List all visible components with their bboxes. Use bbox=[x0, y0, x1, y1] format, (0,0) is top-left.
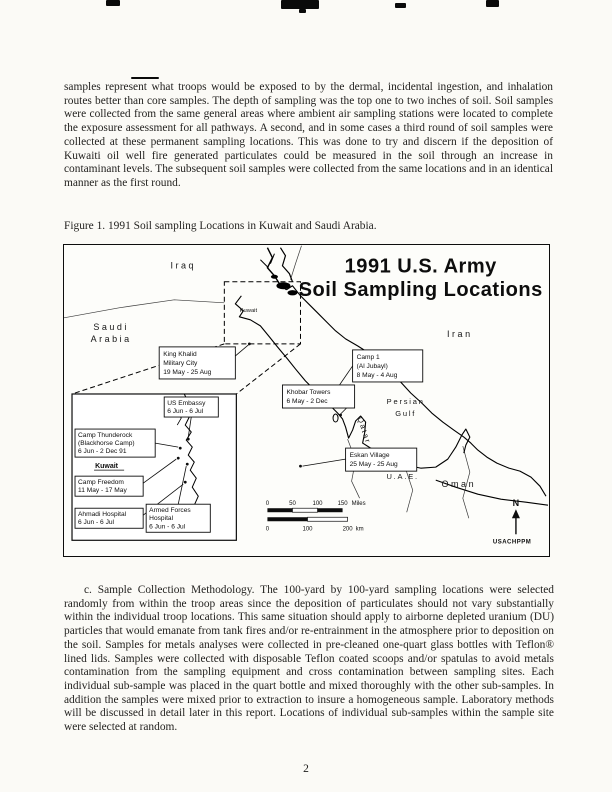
map-credit: USACHPPM bbox=[492, 539, 532, 546]
site-dates: 19 May - 25 Aug bbox=[163, 368, 212, 376]
site-label: King Khalid bbox=[163, 350, 197, 358]
site-box-khobar-towers bbox=[282, 385, 354, 416]
site-label: Military City bbox=[163, 359, 198, 367]
map-svg bbox=[64, 245, 549, 556]
scan-artifact bbox=[106, 0, 120, 6]
site-dates: 6 May - 2 Dec bbox=[286, 398, 328, 406]
label-oman: Oman bbox=[441, 479, 477, 490]
label-qatar: Qatar bbox=[355, 415, 373, 446]
site-dates: 11 May - 17 May bbox=[78, 487, 127, 495]
site-label: Camp Thunderock bbox=[78, 432, 133, 440]
methodology-paragraph: c. Sample Collection Methodology. The 100-yard by 100-yard sampling locations were selected randomly from within the troop areas since the deposition of particulates should not vary substantially within the individual troop locations. This same situation should apply to airborne depleted uranium (DU) particles that would emanate from tank fires and/or re-entrainment in the atmosphere prior to deposition on the soil. Samples for metals analyses were collected in pre-cleaned one-quart glass bottles with Teflon® lined lids. Samples were collected with disposable Teflon coated scoops and/or spatulas to avoid metals contamination from the sampling equipment and cross contamination between sampling sites. Each individual sub-sample was placed in the quart bottle and mixed thoroughly with the other sub-samples. In addition the samples were mixed prior to extraction to insure a homogeneous sample. Laboratory methods will be discussed in detail later in this report. Locations of individual sub-samples within the sample site were selected at random. bbox=[64, 584, 554, 734]
scale-tick: 100 bbox=[302, 526, 313, 533]
site-dates: 6 Jun - 2 Dec 91 bbox=[78, 448, 127, 456]
scan-artifact bbox=[486, 0, 499, 7]
scale-tick: 100 bbox=[312, 501, 323, 508]
site-label: Khobar Towers bbox=[286, 388, 331, 396]
site-box-eskan-village bbox=[299, 448, 417, 471]
site-box-king-khalid bbox=[159, 342, 251, 378]
region-label-iraq: Iraq bbox=[170, 260, 197, 271]
scan-artifact bbox=[281, 0, 319, 9]
site-dates: 6 Jun - 6 Jul bbox=[149, 523, 186, 531]
figure-caption: Figure 1. 1991 Soil sampling Locations in Kuwait and Saudi Arabia. bbox=[64, 220, 377, 232]
site-label: Camp 1 bbox=[356, 353, 380, 361]
map-title-line1: 1991 U.S. Army bbox=[344, 255, 497, 278]
site-dates: 8 May - 4 Aug bbox=[356, 371, 398, 379]
site-dates: 6 Jun - 6 Jul bbox=[167, 408, 204, 416]
bahrain-island bbox=[333, 414, 338, 422]
page-number: 2 bbox=[303, 763, 309, 775]
scan-artifact bbox=[395, 3, 406, 8]
site-label: Hospital bbox=[149, 515, 174, 523]
site-label: Eskan Village bbox=[349, 452, 390, 460]
intro-paragraph: samples represent what troops would be exposed to by the dermal, incidental ingestion, and inhalation routes better than core samples. The depth of sampling was the top one to two inches of soil. Soil samples were collected from the same general areas where ambient air sampling stations were located to complete the exposure assessment for all pathways. A second, and in some cases a third round of soil samples were collected at these permanent sampling locations. This was done to try and discern if the deposition of Kuwaiti oil well fire generated particulates could be measured in the soil through an increase in contaminant levels. The subsequent soil samples were collected from the same locations and in an identical manner as the first round. bbox=[64, 81, 553, 189]
north-label: N bbox=[512, 498, 520, 509]
scan-artifact bbox=[131, 77, 159, 79]
scale-bar bbox=[266, 501, 366, 532]
scan-artifact bbox=[299, 9, 306, 13]
site-label: Armed Forces bbox=[149, 507, 191, 515]
scale-unit-km: km bbox=[355, 526, 364, 533]
site-label: Ahmadi Hospital bbox=[78, 511, 127, 519]
map-title-line2: Soil Sampling Locations bbox=[298, 278, 543, 301]
site-label: (Al Jubayl) bbox=[356, 362, 388, 370]
region-label-arabia: Arabia bbox=[90, 333, 132, 344]
label-gulf: Gulf bbox=[395, 409, 417, 419]
site-label: (Blackhorse Camp) bbox=[78, 440, 135, 448]
marsh-blobs bbox=[271, 275, 298, 296]
map-figure bbox=[63, 244, 550, 557]
scale-tick: 50 bbox=[289, 501, 296, 508]
site-dates: 25 May - 25 Aug bbox=[349, 461, 398, 469]
region-label-saudi: Saudi bbox=[93, 321, 129, 332]
site-label: US Embassy bbox=[167, 400, 206, 408]
scale-tick: 150 bbox=[337, 501, 348, 508]
label-persian: Persian bbox=[386, 397, 425, 407]
north-arrow-icon bbox=[512, 498, 520, 534]
scale-tick: 200 bbox=[342, 526, 353, 533]
region-label-kuwait: Kuwait bbox=[239, 307, 258, 314]
site-label: Camp Freedom bbox=[78, 479, 124, 487]
region-label-iran: Iran bbox=[447, 328, 473, 339]
site-dates: 6 Jun - 6 Jul bbox=[78, 519, 115, 527]
inset-kuwait-label: Kuwait bbox=[95, 463, 119, 471]
scale-tick: 0 bbox=[265, 526, 270, 533]
kuwait-inset-map bbox=[72, 394, 236, 540]
scale-unit-miles: Miles bbox=[351, 501, 366, 508]
scale-tick: 0 bbox=[265, 501, 270, 508]
label-uae: U.A.E. bbox=[386, 472, 419, 482]
